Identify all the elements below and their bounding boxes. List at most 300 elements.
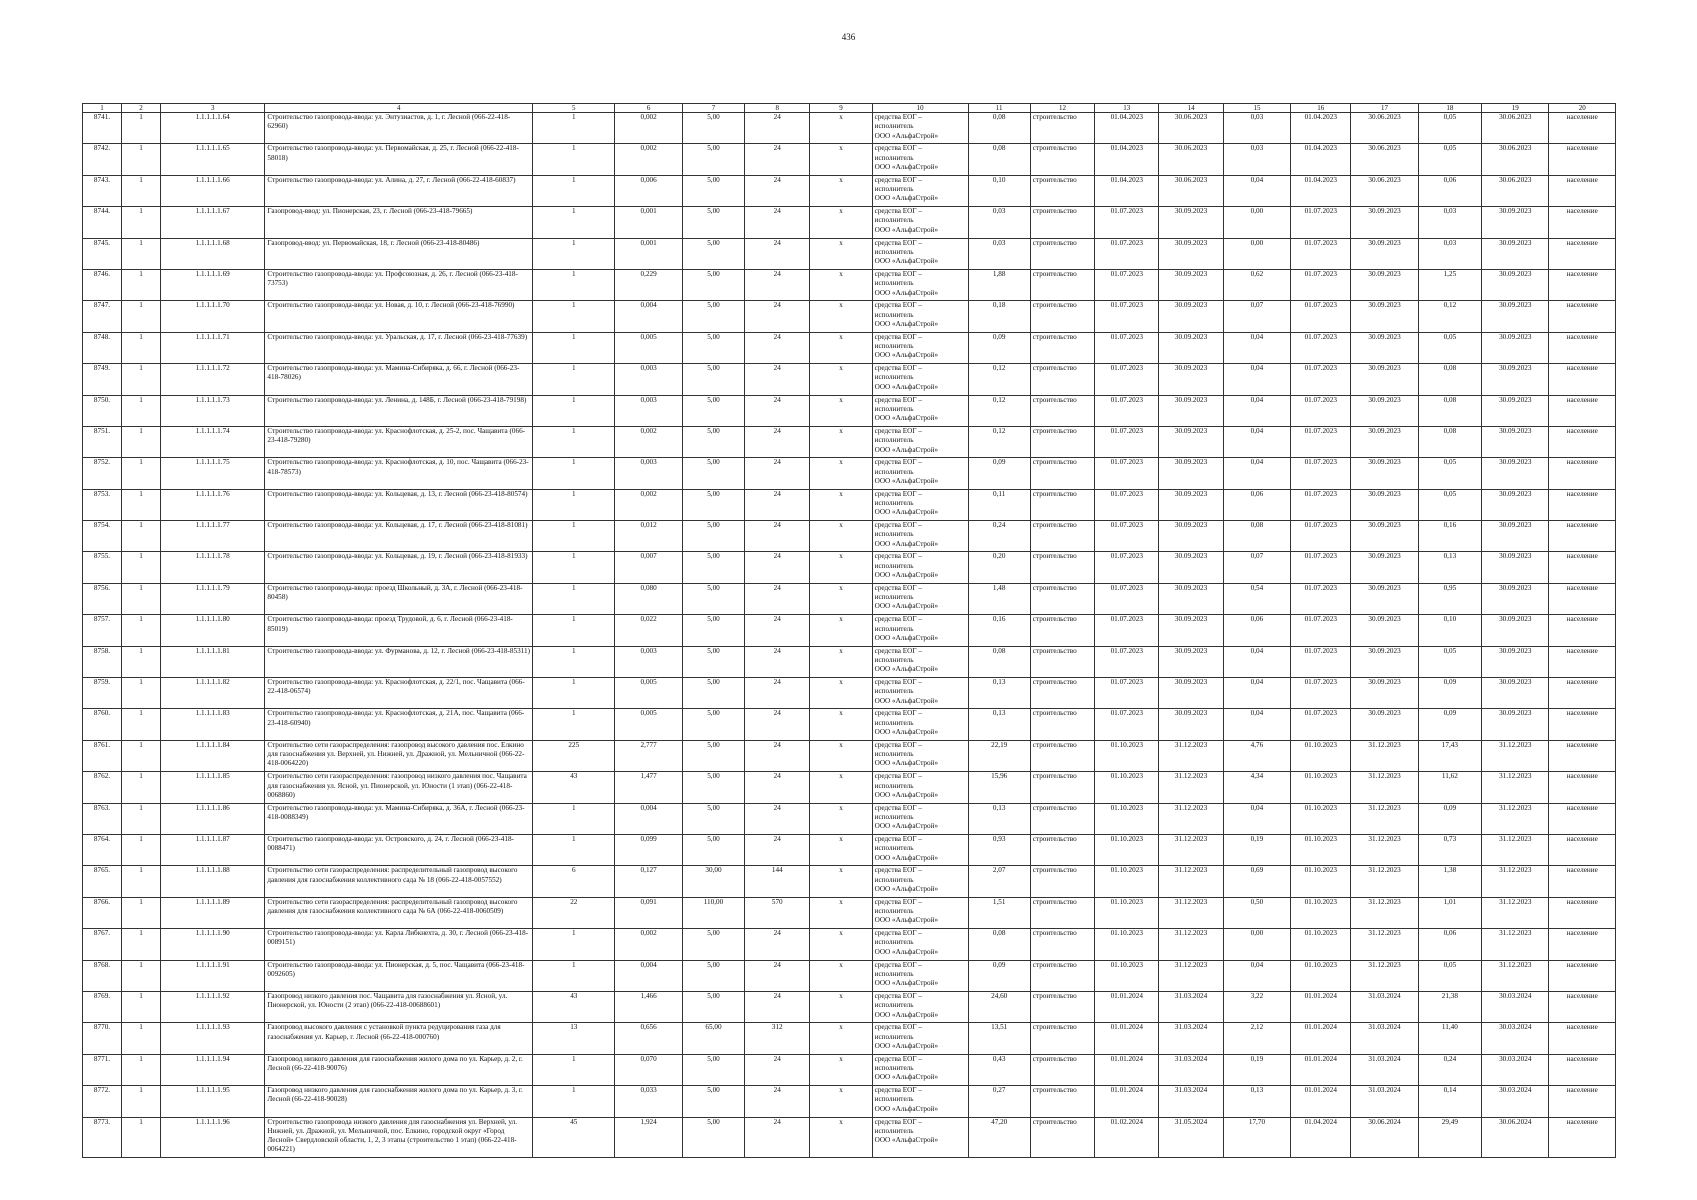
- cell-col-11: 15,96: [968, 772, 1030, 803]
- cell-end-date-2: 31.12.2023: [1351, 740, 1418, 771]
- cell-start-date: 01.07.2023: [1095, 552, 1159, 583]
- cell-consumer-category: население: [1549, 803, 1616, 834]
- cell-col-7: 5,00: [682, 803, 744, 834]
- cell-completion-date: 30.09.2023: [1482, 364, 1549, 395]
- cell-start-date: 01.07.2023: [1095, 489, 1159, 520]
- table-row: [83, 1086, 1616, 1117]
- cell-col-2: 1: [122, 991, 161, 1022]
- cell-col-2: 1: [122, 803, 161, 834]
- cell-col-8: 24: [745, 772, 810, 803]
- cell-col-5: 1: [533, 207, 615, 238]
- table-row: [83, 834, 1616, 865]
- cell-col-15: 0,07: [1223, 552, 1290, 583]
- cell-end-date: 30.09.2023: [1159, 301, 1223, 332]
- cell-object-name: Газопровод низкого давления для газоснабжения жилого дома по ул. Карьер, д. 3, г. Лесной (66-22-418-90028): [265, 1086, 533, 1117]
- cell-financing-source: средства ЕОГ – исполнитель ООО «АльфаСтрой»: [872, 426, 968, 457]
- cell-end-date-2: 31.12.2023: [1351, 803, 1418, 834]
- cell-end-date-2: 30.09.2023: [1351, 238, 1418, 269]
- cell-col-8: 24: [745, 709, 810, 740]
- cell-col-6: 0,091: [615, 897, 682, 928]
- cell-object-name: Строительство газопровода низкого давления для газоснабжения ул. Верхней, ул. Нижней, ул. Дражной, ул. Мельничной, пос. Елкино, городской округ «Город Лесной» Свердловской области, 1, 2, 3 этапы (строительство 1 этап) (066-22-418-0064221): [265, 1117, 533, 1157]
- cell-consumer-category: население: [1549, 364, 1616, 395]
- cell-col-18: 0,08: [1418, 364, 1481, 395]
- cell-completion-date: 30.09.2023: [1482, 552, 1549, 583]
- cell-end-date: 30.09.2023: [1159, 489, 1223, 520]
- cell-col-15: 0,19: [1223, 1054, 1290, 1085]
- cell-work-type: строительство: [1030, 615, 1094, 646]
- table-row: [83, 615, 1616, 646]
- cell-col-6: 0,003: [615, 646, 682, 677]
- cell-start-date: 01.07.2023: [1095, 238, 1159, 269]
- column-header: 19: [1482, 104, 1549, 113]
- cell-code: 1.1.1.1.1.96: [161, 1117, 265, 1157]
- cell-col-18: 1,38: [1418, 866, 1481, 897]
- cell-financing-source: средства ЕОГ – исполнитель ООО «АльфаСтрой»: [872, 269, 968, 300]
- cell-start-date: 01.07.2023: [1095, 301, 1159, 332]
- cell-end-date-2: 31.12.2023: [1351, 929, 1418, 960]
- cell-work-type: строительство: [1030, 803, 1094, 834]
- cell-start-date: 01.07.2023: [1095, 426, 1159, 457]
- cell-col-7: 5,00: [682, 489, 744, 520]
- cell-col-7: 5,00: [682, 772, 744, 803]
- cell-consumer-category: население: [1549, 1023, 1616, 1054]
- cell-end-date-2: 30.09.2023: [1351, 646, 1418, 677]
- cell-start-date-2: 01.10.2023: [1291, 834, 1351, 865]
- cell-col-6: 0,080: [615, 583, 682, 614]
- cell-code: 1.1.1.1.1.70: [161, 301, 265, 332]
- cell-col-2: 1: [122, 772, 161, 803]
- cell-end-date: 30.09.2023: [1159, 207, 1223, 238]
- cell-col-9: x: [810, 1023, 872, 1054]
- cell-start-date-2: 01.10.2023: [1291, 866, 1351, 897]
- cell-end-date: 30.09.2023: [1159, 332, 1223, 363]
- cell-col-9: x: [810, 615, 872, 646]
- cell-object-name: Газопровод-ввод: ул. Первомайская, 18, г. Лесной (066-23-418-80486): [265, 238, 533, 269]
- cell-col-9: x: [810, 772, 872, 803]
- cell-col-18: 1,25: [1418, 269, 1481, 300]
- cell-col-8: 312: [745, 1023, 810, 1054]
- cell-row-number: 8765.: [83, 866, 122, 897]
- cell-start-date-2: 01.10.2023: [1291, 740, 1351, 771]
- cell-row-number: 8755.: [83, 552, 122, 583]
- cell-col-8: 24: [745, 834, 810, 865]
- cell-col-15: 0,06: [1223, 615, 1290, 646]
- cell-col-18: 0,73: [1418, 834, 1481, 865]
- cell-col-15: 0,00: [1223, 238, 1290, 269]
- cell-col-2: 1: [122, 144, 161, 175]
- cell-work-type: строительство: [1030, 395, 1094, 426]
- cell-completion-date: 30.09.2023: [1482, 332, 1549, 363]
- cell-col-9: x: [810, 489, 872, 520]
- header-row: [83, 104, 1616, 113]
- cell-object-name: Строительство газопровода-ввода: проезд Трудовой, д. 6, г. Лесной (066-23-418-85019): [265, 615, 533, 646]
- cell-code: 1.1.1.1.1.95: [161, 1086, 265, 1117]
- cell-completion-date: 31.12.2023: [1482, 929, 1549, 960]
- cell-row-number: 8748.: [83, 332, 122, 363]
- cell-col-2: 1: [122, 332, 161, 363]
- cell-financing-source: средства ЕОГ – исполнитель ООО «АльфаСтрой»: [872, 364, 968, 395]
- cell-col-8: 24: [745, 803, 810, 834]
- cell-work-type: строительство: [1030, 207, 1094, 238]
- cell-consumer-category: население: [1549, 332, 1616, 363]
- cell-col-7: 5,00: [682, 144, 744, 175]
- cell-consumer-category: население: [1549, 552, 1616, 583]
- cell-completion-date: 31.12.2023: [1482, 772, 1549, 803]
- cell-object-name: Строительство газопровода-ввода: ул. Мамина-Сибиряка, д. 36А, г. Лесной (066-23-418-0088349): [265, 803, 533, 834]
- cell-end-date-2: 30.09.2023: [1351, 458, 1418, 489]
- cell-col-5: 1: [533, 238, 615, 269]
- cell-start-date-2: 01.07.2023: [1291, 395, 1351, 426]
- cell-col-7: 5,00: [682, 332, 744, 363]
- cell-end-date: 30.06.2023: [1159, 144, 1223, 175]
- cell-consumer-category: население: [1549, 489, 1616, 520]
- cell-end-date: 30.09.2023: [1159, 269, 1223, 300]
- cell-col-2: 1: [122, 426, 161, 457]
- table-row: [83, 458, 1616, 489]
- page-number: 436: [841, 32, 856, 42]
- column-header: 8: [745, 104, 810, 113]
- cell-start-date: 01.07.2023: [1095, 646, 1159, 677]
- cell-start-date: 01.01.2024: [1095, 991, 1159, 1022]
- cell-col-6: 0,004: [615, 960, 682, 991]
- cell-financing-source: средства ЕОГ – исполнитель ООО «АльфаСтрой»: [872, 1117, 968, 1157]
- cell-col-15: 0,04: [1223, 364, 1290, 395]
- table-body: [83, 113, 1616, 1158]
- cell-end-date: 31.12.2023: [1159, 866, 1223, 897]
- column-header: 2: [122, 104, 161, 113]
- cell-col-2: 1: [122, 646, 161, 677]
- cell-col-2: 1: [122, 489, 161, 520]
- cell-object-name: Строительство сети газораспределения: газопровод низкого давления пос. Чащавита для газоснабжения ул. Ясной, ул. Пионерской, ул. Юности (1 этап) (066-22-418-0068860): [265, 772, 533, 803]
- cell-col-15: 0,04: [1223, 678, 1290, 709]
- cell-col-18: 0,08: [1418, 426, 1481, 457]
- table-row: [83, 583, 1616, 614]
- cell-col-5: 1: [533, 583, 615, 614]
- table-header: [83, 104, 1616, 113]
- cell-col-8: 24: [745, 458, 810, 489]
- cell-col-5: 1: [533, 929, 615, 960]
- table-row: [83, 426, 1616, 457]
- cell-start-date: 01.07.2023: [1095, 395, 1159, 426]
- cell-col-5: 1: [533, 395, 615, 426]
- cell-col-11: 22,19: [968, 740, 1030, 771]
- cell-col-7: 110,00: [682, 897, 744, 928]
- cell-row-number: 8761.: [83, 740, 122, 771]
- cell-col-2: 1: [122, 897, 161, 928]
- cell-col-7: 5,00: [682, 929, 744, 960]
- cell-end-date: 31.12.2023: [1159, 960, 1223, 991]
- cell-col-11: 0,09: [968, 960, 1030, 991]
- cell-col-15: 0,04: [1223, 646, 1290, 677]
- column-header: 1: [83, 104, 122, 113]
- cell-col-9: x: [810, 113, 872, 144]
- cell-object-name: Строительство газопровода-ввода: ул. Краснофлотская, д. 25-2, пос. Чащавита (066-23-418-79280): [265, 426, 533, 457]
- cell-col-9: x: [810, 269, 872, 300]
- table-row: [83, 113, 1616, 144]
- cell-work-type: строительство: [1030, 552, 1094, 583]
- cell-object-name: Строительство газопровода-ввода: ул. Карла Либкнехта, д. 30, г. Лесной (066-23-418-0089151): [265, 929, 533, 960]
- cell-col-5: 1: [533, 269, 615, 300]
- cell-col-18: 0,10: [1418, 615, 1481, 646]
- cell-start-date-2: 01.07.2023: [1291, 709, 1351, 740]
- cell-start-date: 01.04.2023: [1095, 144, 1159, 175]
- cell-col-5: 225: [533, 740, 615, 771]
- cell-col-11: 0,09: [968, 332, 1030, 363]
- cell-start-date-2: 01.07.2023: [1291, 301, 1351, 332]
- cell-col-7: 5,00: [682, 646, 744, 677]
- cell-col-8: 24: [745, 678, 810, 709]
- cell-start-date: 01.07.2023: [1095, 458, 1159, 489]
- cell-col-9: x: [810, 678, 872, 709]
- cell-col-6: 0,005: [615, 709, 682, 740]
- cell-end-date: 31.12.2023: [1159, 740, 1223, 771]
- cell-col-5: 43: [533, 772, 615, 803]
- cell-end-date-2: 30.09.2023: [1351, 489, 1418, 520]
- cell-start-date: 01.07.2023: [1095, 521, 1159, 552]
- cell-consumer-category: население: [1549, 113, 1616, 144]
- cell-object-name: Строительство газопровода-ввода: ул. Уральская, д. 17, г. Лесной (066-23-418-77639): [265, 332, 533, 363]
- cell-col-7: 5,00: [682, 740, 744, 771]
- cell-col-6: 0,127: [615, 866, 682, 897]
- cell-col-6: 1,477: [615, 772, 682, 803]
- cell-completion-date: 30.06.2024: [1482, 1117, 1549, 1157]
- cell-row-number: 8750.: [83, 395, 122, 426]
- cell-col-18: 29,49: [1418, 1117, 1481, 1157]
- cell-financing-source: средства ЕОГ – исполнитель ООО «АльфаСтрой»: [872, 866, 968, 897]
- cell-code: 1.1.1.1.1.72: [161, 364, 265, 395]
- cell-object-name: Газопровод низкого давления для газоснабжения жилого дома по ул. Карьер, д. 2, г. Лесной (66-22-418-90076): [265, 1054, 533, 1085]
- cell-end-date: 30.09.2023: [1159, 583, 1223, 614]
- cell-col-2: 1: [122, 1054, 161, 1085]
- cell-col-6: 0,004: [615, 803, 682, 834]
- cell-object-name: Строительство газопровода-ввода: ул. Краснофлотская, д. 22/1, пос. Чащавита (066-22-418-06574): [265, 678, 533, 709]
- cell-col-5: 1: [533, 332, 615, 363]
- cell-col-7: 65,00: [682, 1023, 744, 1054]
- cell-col-8: 24: [745, 113, 810, 144]
- cell-completion-date: 30.09.2023: [1482, 521, 1549, 552]
- cell-col-9: x: [810, 552, 872, 583]
- cell-col-8: 24: [745, 615, 810, 646]
- cell-consumer-category: население: [1549, 646, 1616, 677]
- cell-start-date: 01.10.2023: [1095, 772, 1159, 803]
- cell-object-name: Строительство газопровода-ввода: ул. Островского, д. 24, г. Лесной (066-23-418-0088471): [265, 834, 533, 865]
- cell-col-11: 0,08: [968, 646, 1030, 677]
- cell-completion-date: 30.06.2023: [1482, 113, 1549, 144]
- cell-col-11: 0,27: [968, 1086, 1030, 1117]
- cell-col-6: 1,924: [615, 1117, 682, 1157]
- cell-completion-date: 30.09.2023: [1482, 615, 1549, 646]
- cell-col-8: 24: [745, 929, 810, 960]
- cell-col-9: x: [810, 364, 872, 395]
- cell-code: 1.1.1.1.1.83: [161, 709, 265, 740]
- cell-row-number: 8768.: [83, 960, 122, 991]
- cell-work-type: строительство: [1030, 426, 1094, 457]
- cell-col-8: 24: [745, 960, 810, 991]
- cell-financing-source: средства ЕОГ – исполнитель ООО «АльфаСтрой»: [872, 678, 968, 709]
- table-row: [83, 521, 1616, 552]
- cell-col-2: 1: [122, 269, 161, 300]
- cell-code: 1.1.1.1.1.64: [161, 113, 265, 144]
- table-row: [83, 269, 1616, 300]
- cell-col-2: 1: [122, 615, 161, 646]
- cell-row-number: 8744.: [83, 207, 122, 238]
- table-row: [83, 1117, 1616, 1157]
- cell-code: 1.1.1.1.1.65: [161, 144, 265, 175]
- cell-col-2: 1: [122, 175, 161, 206]
- cell-end-date: 30.09.2023: [1159, 646, 1223, 677]
- cell-row-number: 8771.: [83, 1054, 122, 1085]
- table-row: [83, 709, 1616, 740]
- cell-col-9: x: [810, 144, 872, 175]
- cell-col-11: 24,60: [968, 991, 1030, 1022]
- cell-object-name: Строительство газопровода-ввода: ул. Кольцевая, д. 19, г. Лесной (066-23-418-81933): [265, 552, 533, 583]
- cell-start-date: 01.07.2023: [1095, 583, 1159, 614]
- column-header: 14: [1159, 104, 1223, 113]
- cell-col-2: 1: [122, 583, 161, 614]
- cell-col-5: 1: [533, 834, 615, 865]
- cell-start-date-2: 01.07.2023: [1291, 332, 1351, 363]
- cell-col-15: 0,62: [1223, 269, 1290, 300]
- cell-object-name: Строительство газопровода-ввода: ул. Энтузиастов, д. 1, г. Лесной (066-22-418-62960): [265, 113, 533, 144]
- cell-object-name: Строительство газопровода-ввода: ул. Алина, д. 27, г. Лесной (066-22-418-60837): [265, 175, 533, 206]
- cell-end-date-2: 30.09.2023: [1351, 269, 1418, 300]
- column-header: 7: [682, 104, 744, 113]
- cell-col-8: 24: [745, 144, 810, 175]
- cell-col-5: 1: [533, 521, 615, 552]
- cell-end-date-2: 31.12.2023: [1351, 897, 1418, 928]
- cell-financing-source: средства ЕОГ – исполнитель ООО «АльфаСтрой»: [872, 897, 968, 928]
- cell-end-date: 30.06.2023: [1159, 113, 1223, 144]
- cell-row-number: 8749.: [83, 364, 122, 395]
- cell-col-8: 24: [745, 521, 810, 552]
- cell-col-15: 0,54: [1223, 583, 1290, 614]
- cell-work-type: строительство: [1030, 583, 1094, 614]
- cell-financing-source: средства ЕОГ – исполнитель ООО «АльфаСтрой»: [872, 709, 968, 740]
- cell-completion-date: 30.09.2023: [1482, 489, 1549, 520]
- cell-code: 1.1.1.1.1.86: [161, 803, 265, 834]
- cell-col-2: 1: [122, 1023, 161, 1054]
- cell-col-15: 0,06: [1223, 489, 1290, 520]
- cell-financing-source: средства ЕОГ – исполнитель ООО «АльфаСтрой»: [872, 332, 968, 363]
- cell-financing-source: средства ЕОГ – исполнитель ООО «АльфаСтрой»: [872, 772, 968, 803]
- cell-work-type: строительство: [1030, 144, 1094, 175]
- cell-col-9: x: [810, 740, 872, 771]
- cell-col-8: 24: [745, 364, 810, 395]
- cell-row-number: 8764.: [83, 834, 122, 865]
- column-header: 20: [1549, 104, 1616, 113]
- cell-end-date: 31.03.2024: [1159, 991, 1223, 1022]
- column-header: 5: [533, 104, 615, 113]
- cell-col-9: x: [810, 207, 872, 238]
- table-row: [83, 489, 1616, 520]
- cell-object-name: Строительство сети газораспределения: распределительный газопровод высокого давления для газоснабжения коллективного сада № 6А (066-22-418-0060509): [265, 897, 533, 928]
- cell-col-8: 24: [745, 552, 810, 583]
- cell-col-9: x: [810, 897, 872, 928]
- cell-col-11: 0,11: [968, 489, 1030, 520]
- cell-financing-source: средства ЕОГ – исполнитель ООО «АльфаСтрой»: [872, 175, 968, 206]
- cell-consumer-category: население: [1549, 897, 1616, 928]
- cell-col-18: 0,06: [1418, 175, 1481, 206]
- cell-start-date: 01.01.2024: [1095, 1086, 1159, 1117]
- cell-completion-date: 30.06.2023: [1482, 144, 1549, 175]
- cell-work-type: строительство: [1030, 834, 1094, 865]
- cell-col-15: 0,04: [1223, 709, 1290, 740]
- cell-col-8: 24: [745, 489, 810, 520]
- cell-end-date: 30.09.2023: [1159, 709, 1223, 740]
- cell-end-date-2: 30.09.2023: [1351, 583, 1418, 614]
- cell-financing-source: средства ЕОГ – исполнитель ООО «АльфаСтрой»: [872, 207, 968, 238]
- cell-start-date-2: 01.04.2023: [1291, 144, 1351, 175]
- cell-col-11: 1,48: [968, 583, 1030, 614]
- cell-end-date: 30.09.2023: [1159, 615, 1223, 646]
- column-header: 18: [1418, 104, 1481, 113]
- cell-col-9: x: [810, 175, 872, 206]
- cell-col-15: 0,69: [1223, 866, 1290, 897]
- cell-code: 1.1.1.1.1.89: [161, 897, 265, 928]
- cell-object-name: Строительство газопровода-ввода: ул. Новая, д. 10, г. Лесной (066-23-418-76990): [265, 301, 533, 332]
- cell-code: 1.1.1.1.1.79: [161, 583, 265, 614]
- cell-col-15: 2,12: [1223, 1023, 1290, 1054]
- cell-col-18: 0,05: [1418, 332, 1481, 363]
- cell-col-18: 0,06: [1418, 929, 1481, 960]
- column-header: 4: [265, 104, 533, 113]
- cell-col-8: 24: [745, 238, 810, 269]
- cell-consumer-category: население: [1549, 709, 1616, 740]
- cell-object-name: Строительство газопровода-ввода: ул. Ленина, д. 148Б, г. Лесной (066-23-418-79198): [265, 395, 533, 426]
- table-row: [83, 772, 1616, 803]
- cell-col-6: 1,466: [615, 991, 682, 1022]
- cell-col-6: 0,070: [615, 1054, 682, 1085]
- cell-end-date-2: 30.06.2023: [1351, 175, 1418, 206]
- cell-consumer-category: население: [1549, 395, 1616, 426]
- cell-col-18: 0,13: [1418, 552, 1481, 583]
- cell-code: 1.1.1.1.1.90: [161, 929, 265, 960]
- cell-col-18: 0,16: [1418, 521, 1481, 552]
- cell-col-18: 17,43: [1418, 740, 1481, 771]
- cell-col-7: 5,00: [682, 552, 744, 583]
- table-row: [83, 678, 1616, 709]
- cell-end-date-2: 30.06.2023: [1351, 113, 1418, 144]
- cell-code: 1.1.1.1.1.93: [161, 1023, 265, 1054]
- cell-completion-date: 30.09.2023: [1482, 646, 1549, 677]
- cell-col-15: 0,19: [1223, 834, 1290, 865]
- cell-work-type: строительство: [1030, 646, 1094, 677]
- cell-col-15: 0,04: [1223, 458, 1290, 489]
- cell-col-9: x: [810, 646, 872, 677]
- cell-start-date-2: 01.07.2023: [1291, 521, 1351, 552]
- cell-start-date-2: 01.07.2023: [1291, 646, 1351, 677]
- cell-col-11: 0,16: [968, 615, 1030, 646]
- cell-consumer-category: население: [1549, 834, 1616, 865]
- cell-consumer-category: население: [1549, 269, 1616, 300]
- cell-work-type: строительство: [1030, 960, 1094, 991]
- cell-col-11: 0,18: [968, 301, 1030, 332]
- cell-col-7: 5,00: [682, 364, 744, 395]
- cell-end-date-2: 30.09.2023: [1351, 426, 1418, 457]
- table-row: [83, 207, 1616, 238]
- cell-end-date-2: 31.12.2023: [1351, 960, 1418, 991]
- cell-end-date-2: 31.12.2023: [1351, 834, 1418, 865]
- cell-col-15: 0,04: [1223, 426, 1290, 457]
- cell-financing-source: средства ЕОГ – исполнитель ООО «АльфаСтрой»: [872, 615, 968, 646]
- cell-start-date: 01.07.2023: [1095, 269, 1159, 300]
- cell-end-date-2: 30.09.2023: [1351, 552, 1418, 583]
- cell-col-18: 0,09: [1418, 709, 1481, 740]
- cell-object-name: Строительство газопровода-ввода: ул. Фурманова, д. 12, г. Лесной (066-23-418-85311): [265, 646, 533, 677]
- cell-col-5: 1: [533, 615, 615, 646]
- cell-work-type: строительство: [1030, 1023, 1094, 1054]
- cell-col-18: 0,05: [1418, 646, 1481, 677]
